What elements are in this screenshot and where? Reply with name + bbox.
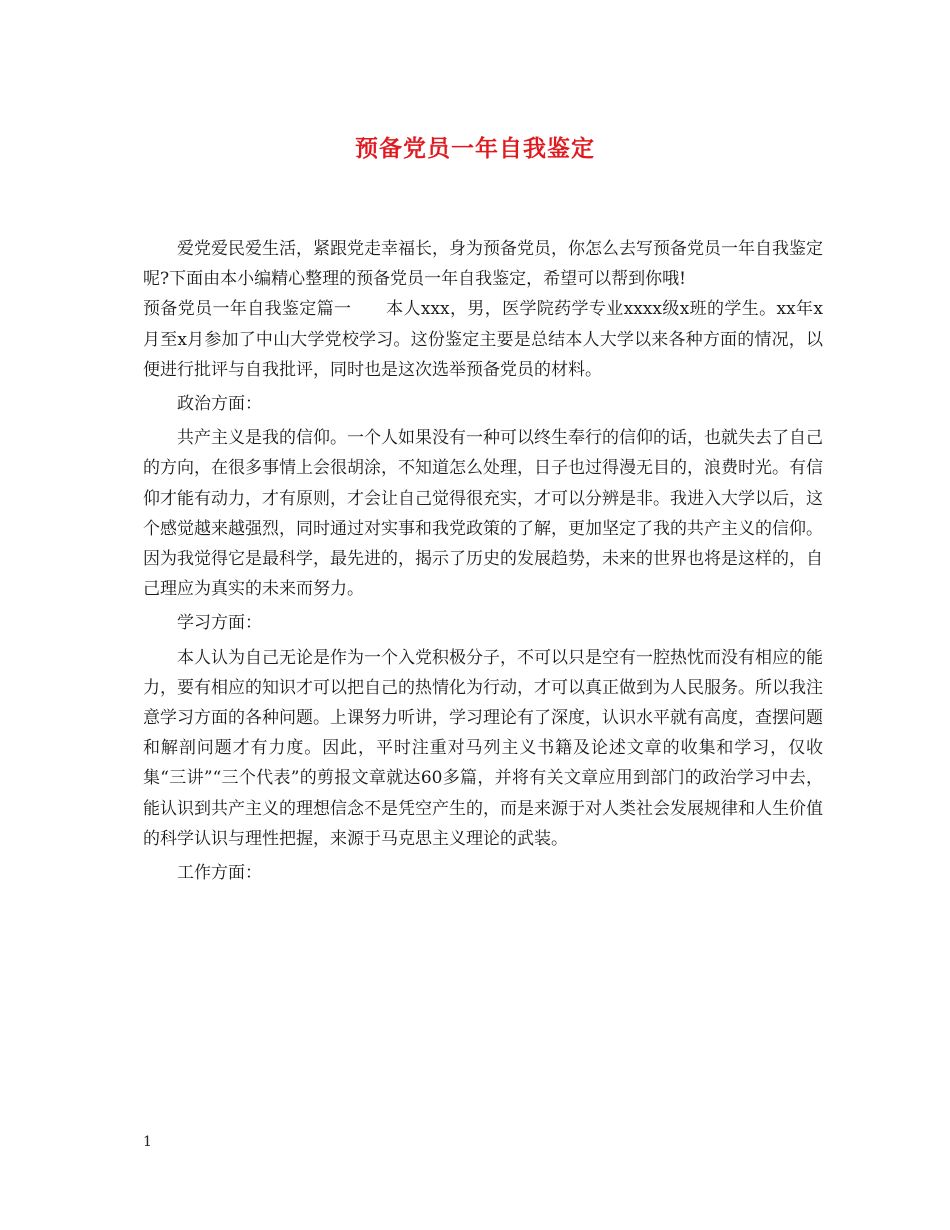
section-one-paragraph: 预备党员一年自我鉴定篇一 本人xxx，男，医学院药学专业xxxx级x班的学生。xx年x月至x月参加了中山大学党校学习。这份鉴定主要是总结本人大学以来各种方面的情况，以便进行批评与自我批评，同时也是这次选举预备党员的材料。 bbox=[143, 299, 823, 380]
politics-heading: 政治方面： bbox=[177, 394, 262, 415]
page-number: 1 bbox=[143, 1134, 152, 1150]
document-body bbox=[143, 234, 823, 892]
study-paragraph: 本人认为自己无论是作为一个入党积极分子，不可以只是空有一腔热忱而没有相应的能力，要有相应的知识才可以把自己的热情化为行动，才可以真正做到为人民服务。所以我注意学习方面的各种问题。上课努力听讲，学习理论有了深度，认识水平就有高度，查摆问题和解剖问题才有力度。因此，平时注重对马列主义书籍及论述文章的收集和学习，仅收集“三讲”“三个代表”的剪报文章就达60多篇，并将有关文章应用到部门的政治学习中去，能认识到共产主义的理想信念不是凭空产生的，而是来源于对人类社会发展规律和人生价值的科学认识与理性把握，来源于马克思主义理论的武装。 bbox=[143, 647, 823, 849]
work-heading: 工作方面： bbox=[177, 863, 262, 884]
document-title: 预备党员一年自我鉴定 bbox=[355, 136, 595, 162]
politics-paragraph: 共产主义是我的信仰。一个人如果没有一种可以终生奉行的信仰的话，也就失去了自己的方向，在很多事情上会很胡涂，不知道怎么处理，日子也过得漫无目的，浪费时光。有信仰才能有动力，才有原则，才会让自己觉得很充实，才可以分辨是非。我进入大学以后，这个感觉越来越强烈，同时通过对实事和我党政策的了解，更加坚定了我的共产主义的信仰。因为我觉得它是最科学，最先进的，揭示了历史的发展趋势，未来的世界也将是这样的，自己理应为真实的未来而努力。 bbox=[143, 428, 823, 600]
study-heading: 学习方面： bbox=[177, 613, 262, 634]
intro-paragraph: 爱党爱民爱生活，紧跟党走幸福长，身为预备党员，你怎么去写预备党员一年自我鉴定呢?下面由本小编精心整理的预备党员一年自我鉴定，希望可以帮到你哦! bbox=[143, 239, 823, 290]
